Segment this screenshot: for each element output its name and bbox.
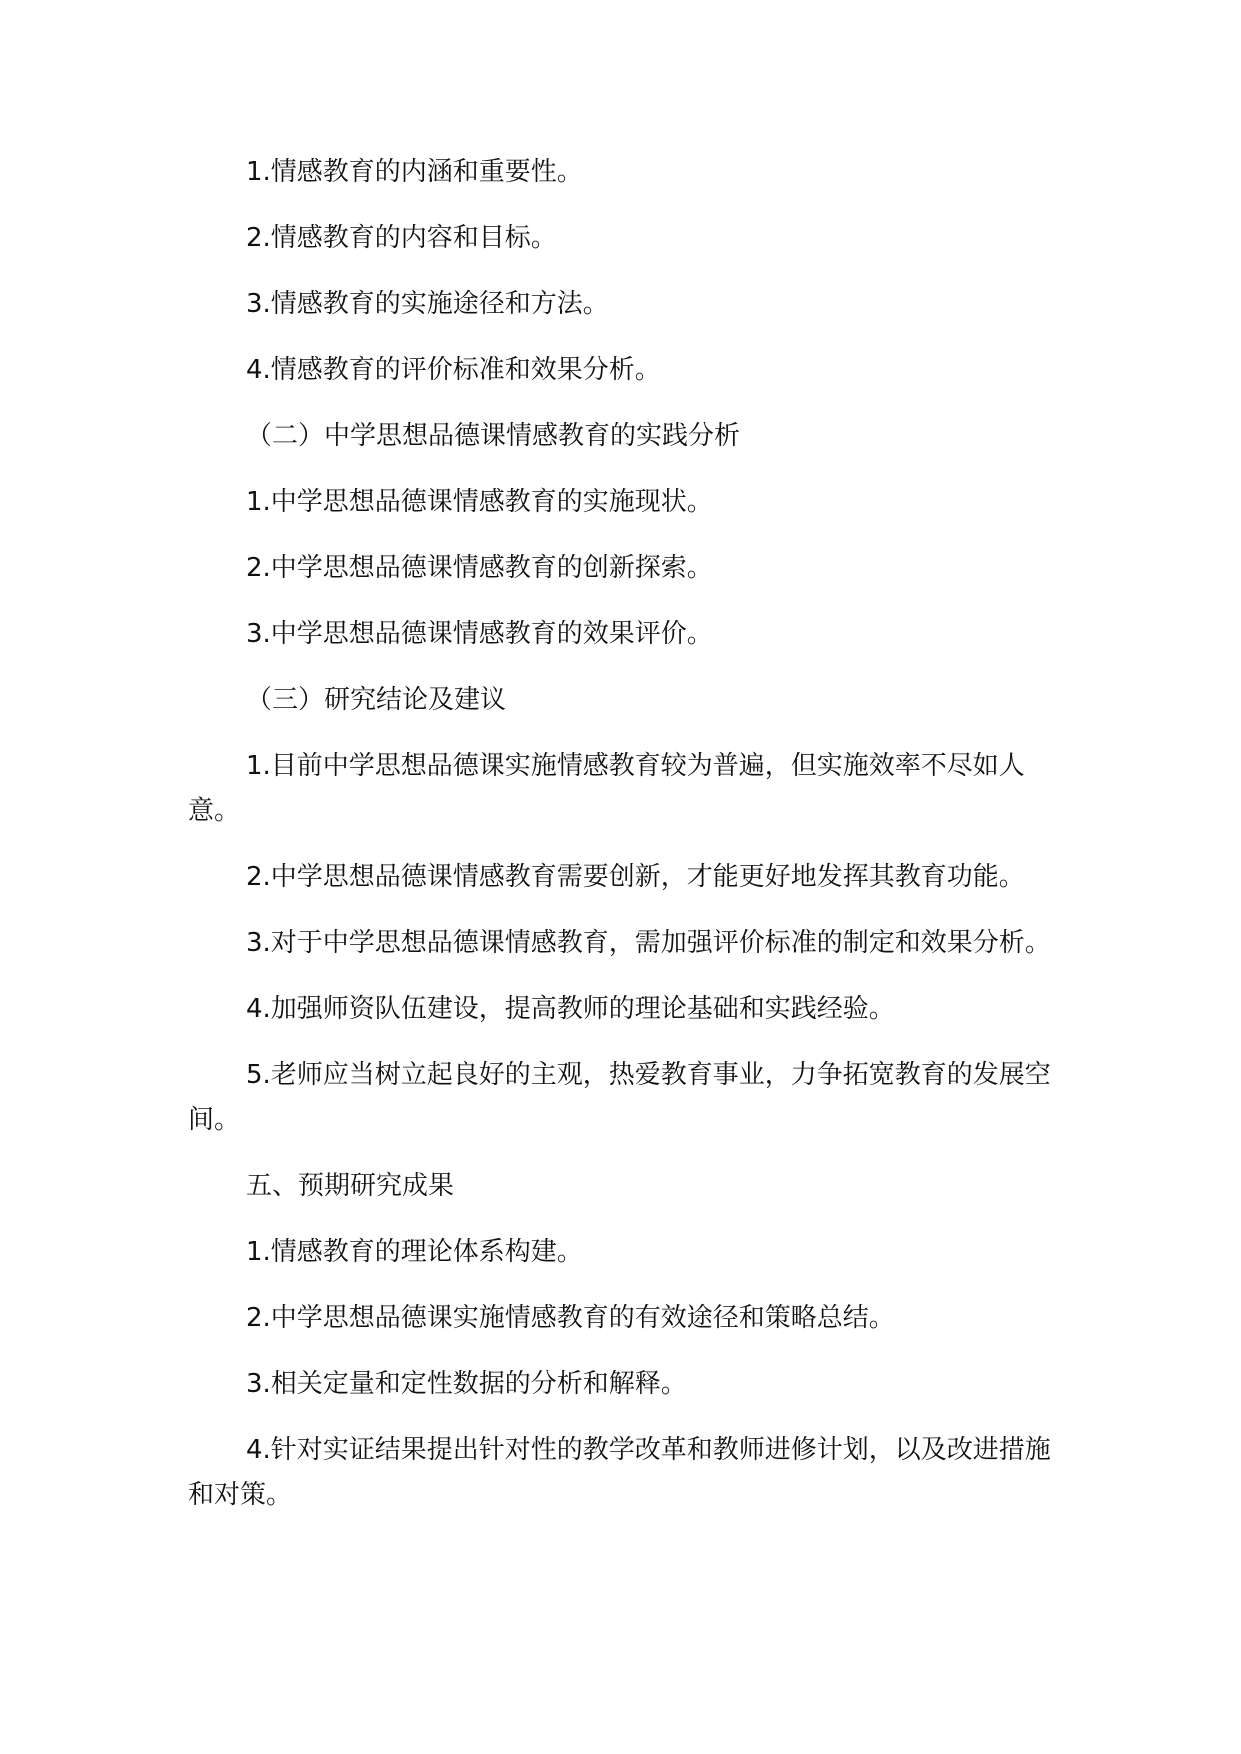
paragraph-3: 3.情感教育的实施途径和方法。 — [246, 289, 609, 319]
paragraph-1: 1.情感教育的内涵和重要性。 — [246, 157, 583, 187]
paragraph-13: 1.情感教育的理论体系构建。 — [246, 1237, 583, 1267]
section-heading-3: （三）研究结论及建议 — [246, 685, 507, 715]
paragraph-12: 5.老师应当树立起良好的主观，热爱教育事业，力争拓宽教育的发展空间。 — [188, 1060, 1051, 1135]
document-body — [188, 150, 1068, 1539]
paragraph-11: 4.加强师资队伍建设，提高教师的理论基础和实践经验。 — [246, 994, 895, 1024]
paragraph-14: 2.中学思想品德课实施情感教育的有效途径和策略总结。 — [246, 1303, 895, 1333]
paragraph-2: 2.情感教育的内容和目标。 — [246, 223, 557, 253]
paragraph-15: 3.相关定量和定性数据的分析和解释。 — [246, 1369, 687, 1399]
paragraph-16: 4.针对实证结果提出针对性的教学改革和教师进修计划，以及改进措施和对策。 — [188, 1435, 1051, 1510]
paragraph-7: 3.中学思想品德课情感教育的效果评价。 — [246, 619, 713, 649]
paragraph-9: 2.中学思想品德课情感教育需要创新，才能更好地发挥其教育功能。 — [246, 862, 1025, 892]
paragraph-10: 3.对于中学思想品德课情感教育，需加强评价标准的制定和效果分析。 — [246, 928, 1051, 958]
paragraph-4: 4.情感教育的评价标准和效果分析。 — [246, 355, 661, 385]
section-heading-2: （二）中学思想品德课情感教育的实践分析 — [246, 421, 741, 451]
paragraph-8: 1.目前中学思想品德课实施情感教育较为普遍，但实施效率不尽如人意。 — [188, 751, 1025, 826]
paragraph-6: 2.中学思想品德课情感教育的创新探索。 — [246, 553, 713, 583]
section-heading-5: 五、预期研究成果 — [246, 1171, 455, 1201]
paragraph-5: 1.中学思想品德课情感教育的实施现状。 — [246, 487, 713, 517]
